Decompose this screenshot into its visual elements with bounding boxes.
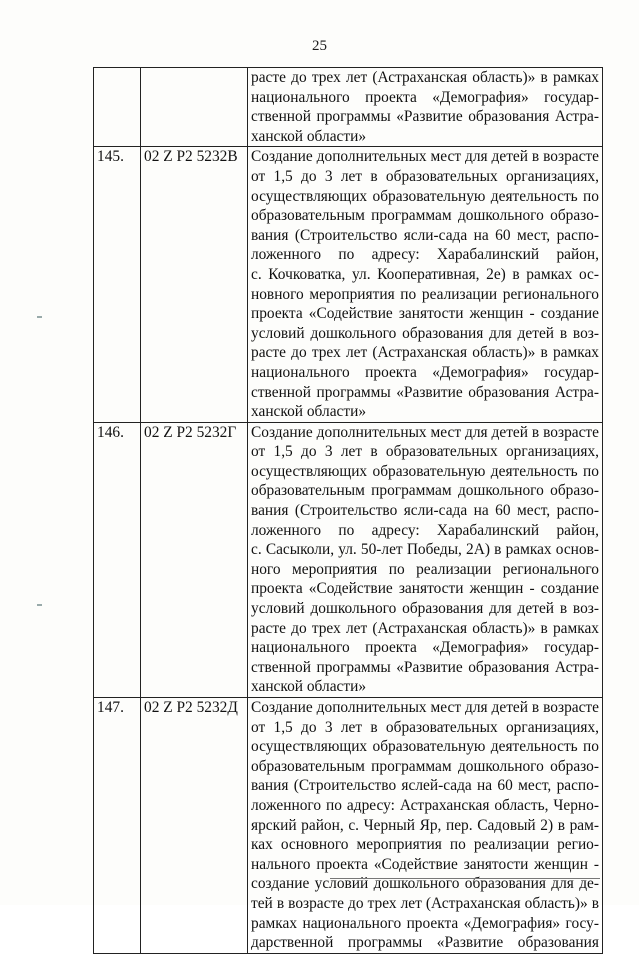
row-number: 145. (94, 147, 141, 422)
description-line: ственной программы «Развитие образования Астра- (251, 658, 599, 676)
description-line: ханской области» (251, 127, 367, 145)
description-line: ложенного по адресу: Астраханская область, Черно- (251, 796, 599, 814)
description-line: осуществляющих образовательную деятельность по (251, 187, 599, 205)
description-line: ярский район, с. Черный Яр, пер. Садовый 2) в рам- (251, 816, 599, 834)
description-line: от 1,5 до 3 лет в образовательных организациях, (251, 167, 599, 185)
description-line: ханской области» (251, 678, 367, 696)
description-line: с. Сасыколи, ул. 50-лет Победы, 2А) в рамках основ- (251, 541, 599, 559)
description-line: от 1,5 до 3 лет в образовательных организациях, (251, 718, 599, 736)
description-line: национального проекта «Демография» государ- (251, 639, 599, 657)
budget-classification-table (93, 67, 603, 954)
description-line: новного мероприятия по реализации регионального (251, 285, 599, 303)
description-line: условий дошкольного образования для детей в воз- (251, 600, 599, 618)
description-line: вания (Строительство ясли-сада на 60 мест, распо- (251, 502, 599, 520)
row-number: 147. (94, 698, 141, 954)
description-line: расте до трех лет (Астраханская область)» в рамках (251, 344, 599, 362)
description-line: нального проекта «Содействие занятости женщин - (251, 855, 599, 873)
budget-code: 02 Z P2 5232Г (141, 422, 248, 697)
description-line: рамках национального проекта «Демография» госу- (251, 914, 599, 932)
description-line: национального проекта «Демография» государ- (251, 88, 599, 106)
scan-mark (37, 604, 42, 606)
description-line: Создание дополнительных мест для детей в возрасте (251, 148, 599, 166)
description-line: национального проекта «Демография» государ- (251, 363, 599, 381)
description-line: от 1,5 до 3 лет в образовательных организациях, (251, 443, 599, 461)
description-line: проекта «Содействие занятости женщин - создание (251, 580, 599, 598)
row-number: 146. (94, 422, 141, 697)
description-line: ного мероприятия по реализации регионального (251, 560, 599, 578)
description-line: ханской области» (251, 403, 367, 421)
table-row (94, 68, 603, 147)
description-line: ложенного по адресу: Харабалинский район, (251, 521, 599, 539)
description-line: образовательным программам дошкольного образо- (251, 757, 599, 775)
page-number: 25 (312, 38, 327, 54)
description-line: создание условий дошкольного образования для де- (251, 875, 599, 893)
description-line: расте до трех лет (Астраханская область)» в рамках (251, 619, 599, 637)
budget-code (141, 68, 248, 147)
description-line: образовательным программам дошкольного образо- (251, 482, 599, 500)
description-line: осуществляющих образовательную деятельность по (251, 738, 599, 756)
description-line: вания (Строительство ясли-сада на 60 мест, распо- (251, 226, 599, 244)
table-row (94, 422, 603, 697)
description-line: проекта «Содействие занятости женщин - создание (251, 305, 599, 323)
row-number (94, 68, 141, 147)
table-row (94, 147, 603, 422)
row-description (248, 147, 603, 422)
row-description (248, 698, 603, 954)
row-description (248, 68, 603, 147)
description-line: расте до трех лет (Астраханская область)» в рамках (251, 69, 599, 86)
description-line: тей в возрасте до трех лет (Астраханская область)» в (251, 894, 599, 912)
description-line: осуществляющих образовательную деятельность по (251, 462, 599, 480)
row-description (248, 422, 603, 697)
page-bottom-rule (330, 878, 600, 879)
description-line: ложенного по адресу: Харабалинский район, (251, 246, 599, 264)
description-line: Создание дополнительных мест для детей в возрасте (251, 423, 599, 441)
description-line: ственной программы «Развитие образования Астра- (251, 108, 599, 126)
table-body (94, 68, 603, 954)
description-line: ственной программы «Развитие образования Астра- (251, 383, 599, 401)
description-line: ках основного мероприятия по реализации регио- (251, 836, 599, 854)
description-line: дарственной программы «Развитие образования (251, 934, 599, 952)
budget-code: 02 Z P2 5232Д (141, 698, 248, 954)
description-line: условий дошкольного образования для детей в воз- (251, 324, 599, 342)
scan-mark (37, 316, 42, 318)
description-line: вания (Строительство яслей-сада на 60 мест, распо- (251, 777, 599, 795)
budget-code: 02 Z P2 5232В (141, 147, 248, 422)
description-line: образовательным программам дошкольного образо- (251, 207, 599, 225)
table-row (94, 698, 603, 954)
description-line: с. Кочковатка, ул. Кооперативная, 2е) в рамках ос- (251, 265, 599, 283)
description-line: Создание дополнительных мест для детей в возрасте (251, 699, 599, 716)
